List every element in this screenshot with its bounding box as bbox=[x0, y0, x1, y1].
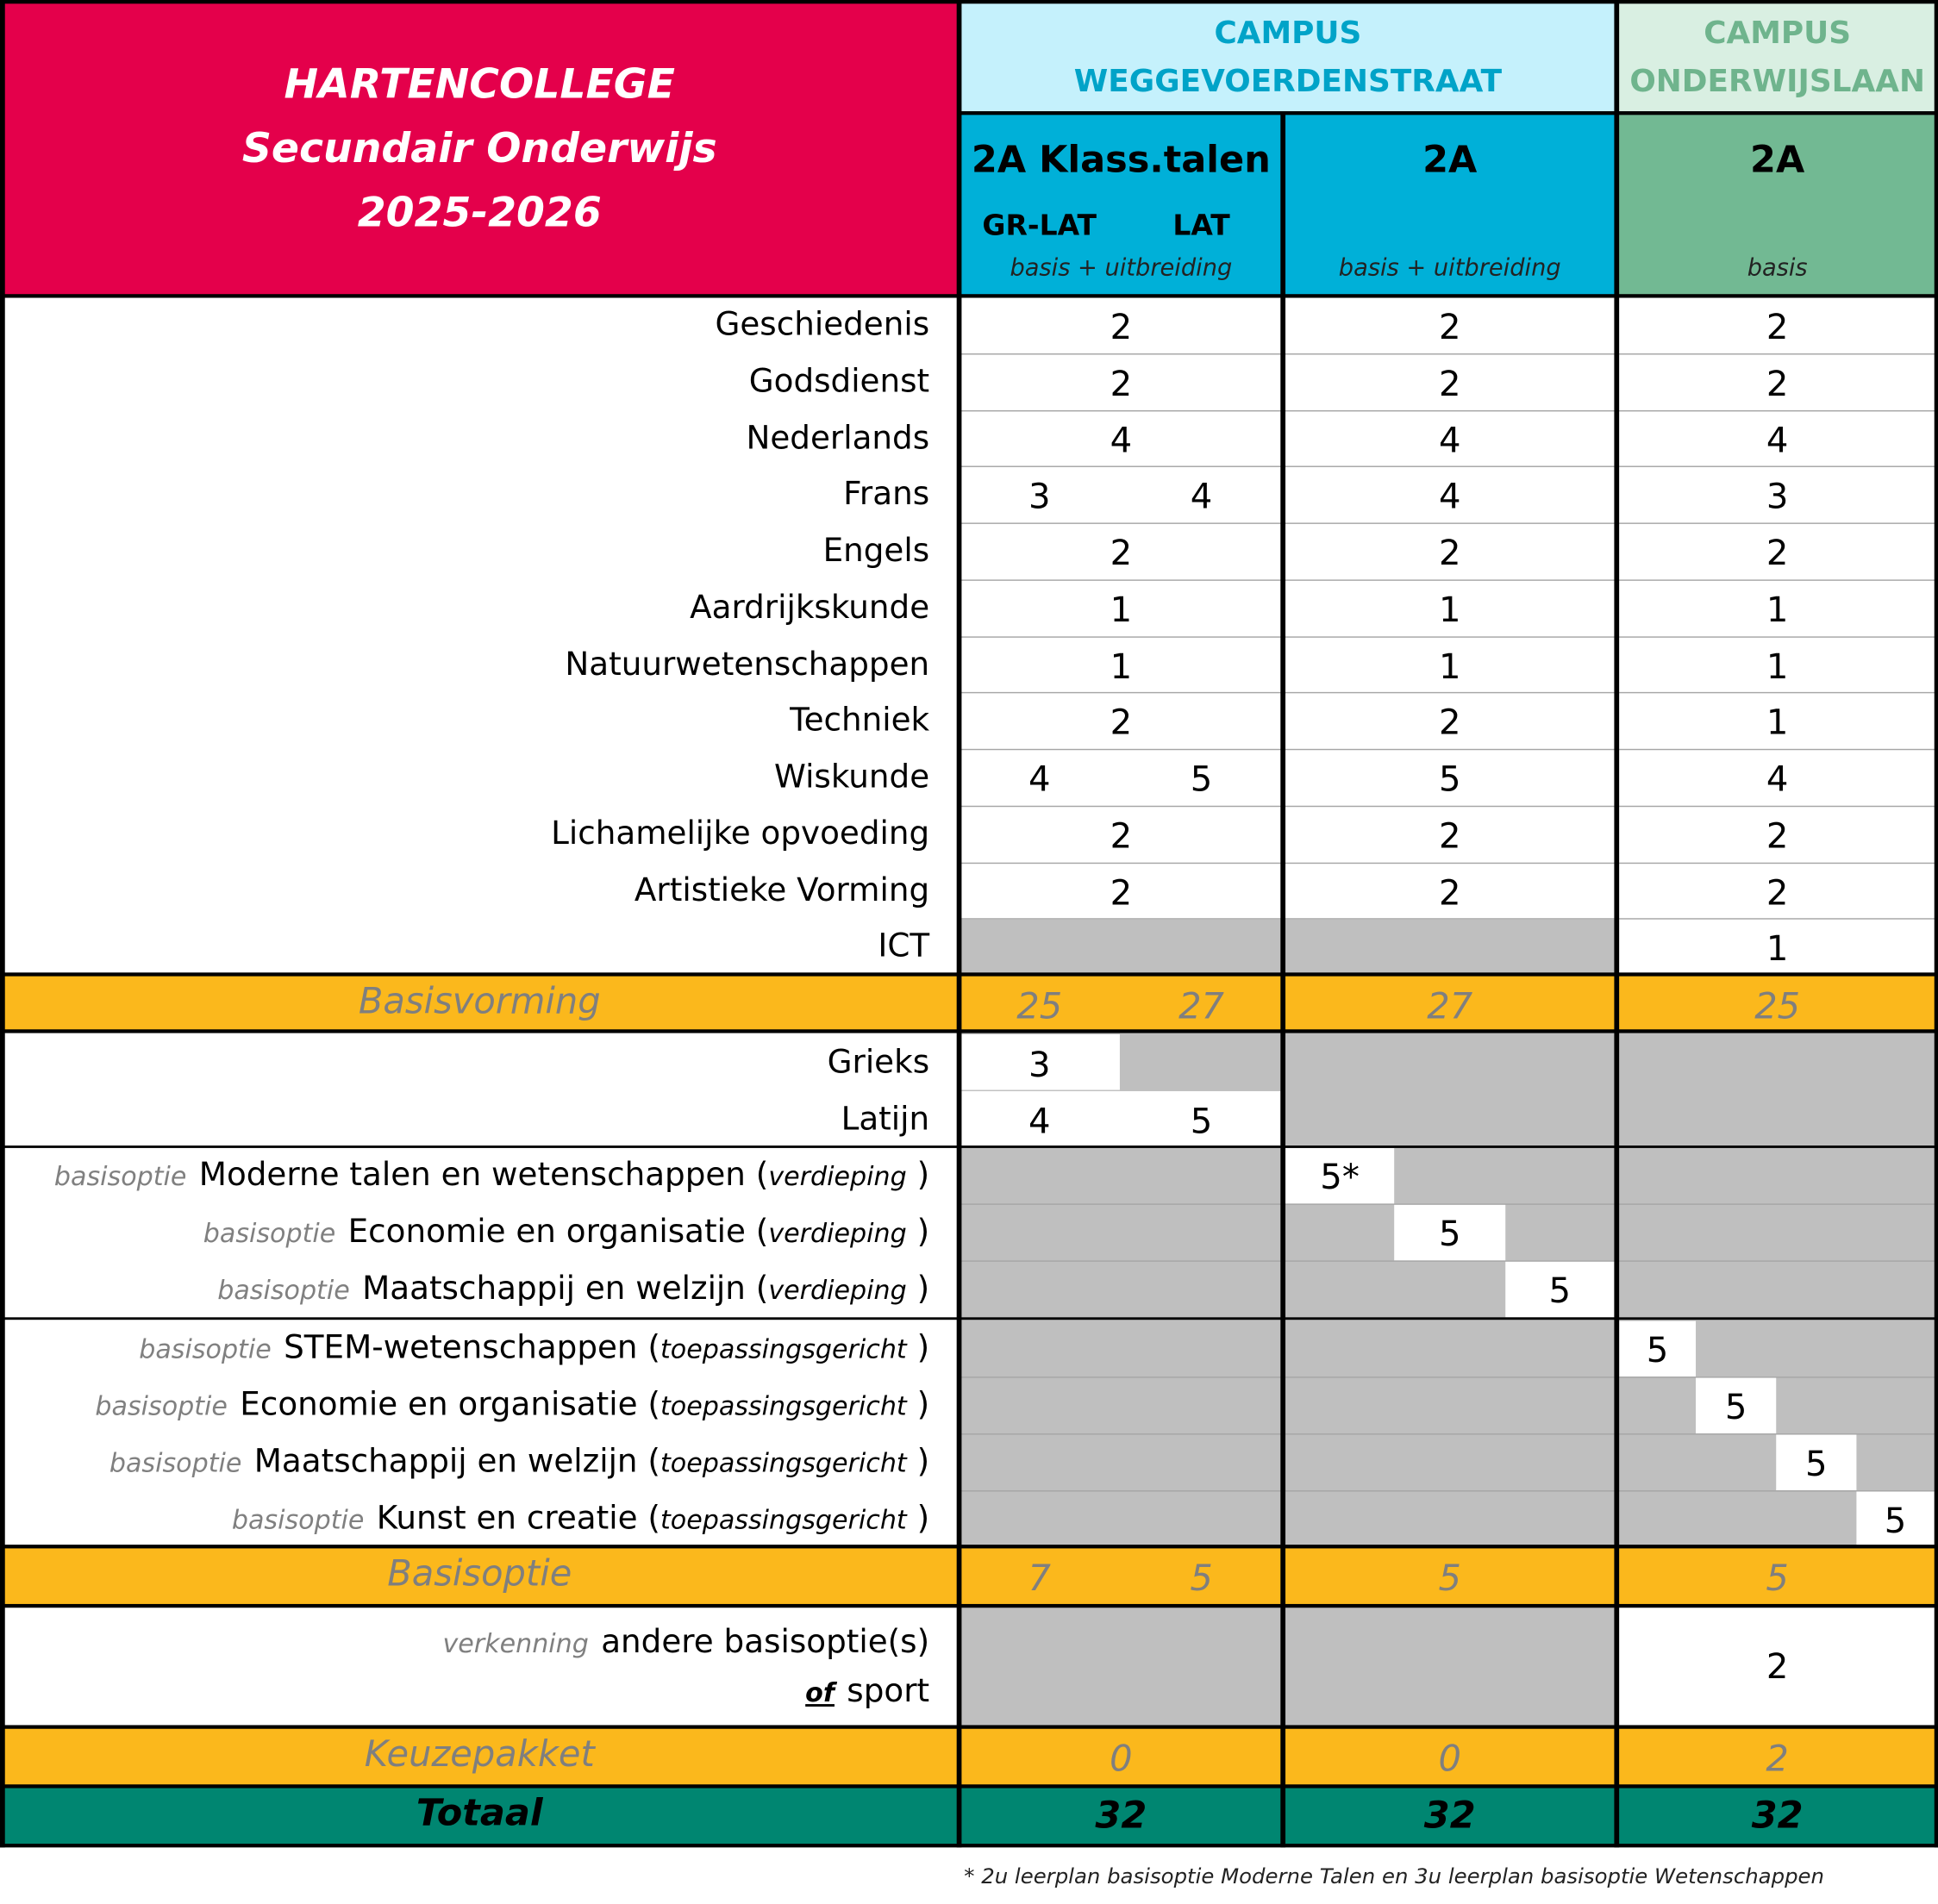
hours-value: 5 bbox=[1190, 1101, 1213, 1142]
basisvorming-value: 25 bbox=[1754, 984, 1801, 1027]
hours-value: 4 bbox=[1766, 419, 1789, 461]
basisoptie-suffix: verdieping bbox=[768, 1161, 907, 1192]
row-divider bbox=[960, 522, 1938, 523]
basisoptie-prefix: basisoptie bbox=[53, 1161, 187, 1192]
totaal-row bbox=[0, 1787, 1938, 1846]
hours-value: 3 bbox=[1766, 476, 1789, 517]
hours-value: 4 bbox=[1766, 758, 1789, 800]
hours-value: 2 bbox=[1766, 363, 1789, 404]
basisoptie-label: basisoptie Kunst en creatie (toepassingsgericht ) bbox=[231, 1500, 930, 1538]
totaal-value: 32 bbox=[1095, 1794, 1147, 1838]
verkenning-line1 bbox=[0, 1624, 929, 1661]
basisoptie-prefix: basisoptie bbox=[139, 1334, 272, 1364]
basisvorming-value: 25 bbox=[1016, 984, 1063, 1027]
subcolumn-gr-lat: GR-LAT bbox=[982, 209, 1097, 243]
basisoptie-suffix: verdieping bbox=[768, 1218, 907, 1249]
row-divider bbox=[960, 1376, 1938, 1377]
basisoptie-name: Maatschappij en welzijn bbox=[253, 1443, 638, 1481]
subject-name: ICT bbox=[878, 928, 930, 966]
basisoptie-label: basisoptie Maatschappij en welzijn (verdieping ) bbox=[217, 1270, 930, 1308]
hours-value: 5 bbox=[1646, 1329, 1669, 1370]
hours-value: 2 bbox=[1438, 532, 1461, 574]
campus1-line2: WEGGEVOERDENSTRAAT bbox=[1073, 63, 1503, 99]
column-note: basis bbox=[1747, 254, 1808, 282]
hours-value: 2 bbox=[1766, 815, 1789, 857]
column-note: basis + uitbreiding bbox=[1338, 254, 1561, 282]
hours-value: 4 bbox=[1190, 476, 1213, 517]
hours-value: 1 bbox=[1766, 646, 1789, 687]
column-note: basis + uitbreiding bbox=[1010, 254, 1233, 282]
row-divider bbox=[960, 409, 1938, 410]
hours-value: 2 bbox=[1110, 702, 1133, 744]
column-header-klass-talen bbox=[960, 114, 1284, 297]
basisoptie-prefix: basisoptie bbox=[109, 1448, 242, 1478]
hours-value: 1 bbox=[1438, 646, 1461, 687]
campus1-line1: CAMPUS bbox=[1214, 15, 1362, 51]
subcolumn-lat: LAT bbox=[1172, 209, 1230, 243]
column-header-2a-onderwijslaan bbox=[1616, 114, 1938, 297]
hours-value: 2 bbox=[1110, 306, 1133, 347]
basisoptie-prefix: basisoptie bbox=[231, 1505, 365, 1535]
basisvorming-value: 27 bbox=[1178, 984, 1225, 1027]
basisoptie-suffix: toepassingsgericht bbox=[660, 1505, 907, 1535]
footnote: * 2u leerplan basisoptie Moderne Talen en 3u leerplan basisoptie Wetenschappen bbox=[964, 1864, 1824, 1890]
row-divider bbox=[960, 1260, 1938, 1261]
hours-value: 2 bbox=[1438, 871, 1461, 913]
hours-value: 2 bbox=[1438, 363, 1461, 404]
subject-name: Artistieke Vorming bbox=[634, 871, 930, 909]
basisoptie-prefix: basisoptie bbox=[217, 1275, 350, 1305]
verkenning-value: 2 bbox=[1766, 1645, 1789, 1688]
empty-cell bbox=[1283, 920, 1616, 975]
basisoptie-name: STEM-wetenschappen bbox=[284, 1329, 638, 1367]
hours-value: 4 bbox=[1110, 419, 1133, 461]
hours-value: 5 bbox=[1438, 1213, 1461, 1255]
row-divider bbox=[960, 353, 1938, 354]
basisoptie-name: Moderne talen en wetenschappen bbox=[198, 1156, 746, 1194]
hours-value: 3 bbox=[1028, 1044, 1051, 1085]
row-divider bbox=[960, 692, 1938, 693]
subject-name: Grieks bbox=[827, 1044, 930, 1082]
column-title: 2A Klass.talen bbox=[971, 138, 1271, 182]
hours-value: 5 bbox=[1805, 1443, 1828, 1484]
basisoptie-suffix: verdieping bbox=[768, 1275, 907, 1305]
keuzepakket-row bbox=[0, 1727, 1938, 1787]
hours-value: 2 bbox=[1438, 306, 1461, 347]
subject-name: Geschiedenis bbox=[715, 306, 930, 344]
basisoptie-value: 7 bbox=[1028, 1557, 1051, 1600]
hours-value: 4 bbox=[1438, 419, 1461, 461]
subject-name: Latijn bbox=[841, 1101, 930, 1139]
column-header-2a-weggevoerdenstraat bbox=[1283, 114, 1616, 297]
subject-name: Natuurwetenschappen bbox=[565, 646, 930, 684]
verkenning-of: of bbox=[805, 1677, 835, 1708]
totaal-value: 32 bbox=[1751, 1794, 1804, 1838]
subject-name: Frans bbox=[843, 476, 930, 514]
keuzepakket-value: 2 bbox=[1766, 1737, 1789, 1780]
verkenning-line2 bbox=[0, 1673, 929, 1710]
verkenning-sport: sport bbox=[847, 1673, 930, 1711]
row-divider bbox=[960, 636, 1938, 637]
basisoptie-value: 5 bbox=[1190, 1557, 1213, 1600]
hours-value: 2 bbox=[1766, 306, 1789, 347]
keuzepakket-value: 0 bbox=[1438, 1737, 1461, 1780]
hours-value: 4 bbox=[1028, 1101, 1051, 1142]
basisoptie-prefix: basisoptie bbox=[203, 1218, 336, 1249]
row-divider bbox=[960, 805, 1938, 806]
basisoptie-prefix: basisoptie bbox=[95, 1391, 228, 1421]
row-divider bbox=[960, 1490, 1938, 1491]
hours-value: 2 bbox=[1766, 871, 1789, 913]
school-year: 2025-2026 bbox=[357, 187, 602, 236]
hours-value: 5 bbox=[1438, 758, 1461, 800]
totaal-value: 32 bbox=[1423, 1794, 1476, 1838]
hours-value: 2 bbox=[1110, 363, 1133, 404]
basisoptie-name: Maatschappij en welzijn bbox=[362, 1270, 746, 1308]
basisoptie-label: basisoptie STEM-wetenschappen (toepassingsgericht ) bbox=[139, 1329, 930, 1367]
column-title: 2A bbox=[1750, 138, 1805, 182]
row-divider bbox=[960, 749, 1938, 750]
subject-name: Aardrijkskunde bbox=[690, 589, 930, 627]
subject-name: Wiskunde bbox=[774, 758, 930, 796]
verkenning-text: andere basisoptie(s) bbox=[601, 1623, 930, 1661]
subject-name: Godsdienst bbox=[748, 363, 930, 401]
subject-name: Lichamelijke opvoeding bbox=[551, 815, 930, 852]
school-name: HARTENCOLLEGE bbox=[284, 59, 675, 108]
hours-value: 1 bbox=[1110, 646, 1133, 687]
hours-value: 2 bbox=[1110, 815, 1133, 857]
verkenning-gray-area bbox=[960, 1607, 1617, 1728]
basisoptie-label: basisoptie Economie en organisatie (toepassingsgericht ) bbox=[95, 1386, 930, 1424]
hours-value: 4 bbox=[1438, 476, 1461, 517]
row-divider bbox=[960, 579, 1938, 580]
campus-weggevoerdenstraat bbox=[960, 0, 1617, 114]
subject-name: Nederlands bbox=[746, 419, 930, 457]
verkenning-prefix: verkenning bbox=[442, 1628, 589, 1659]
basisoptie-suffix: toepassingsgericht bbox=[660, 1334, 907, 1364]
hours-value: 1 bbox=[1110, 589, 1133, 630]
hours-value: 1 bbox=[1766, 928, 1789, 970]
basisoptie-label: Basisoptie bbox=[387, 1551, 572, 1595]
basisoptie-suffix: toepassingsgericht bbox=[660, 1448, 907, 1478]
basisoptie-label: basisoptie Moderne talen en wetenschappen (verdieping ) bbox=[53, 1156, 930, 1194]
campus2-line1: CAMPUS bbox=[1704, 15, 1852, 51]
hours-value: 5 bbox=[1548, 1270, 1572, 1312]
keuzepakket-label: Keuzepakket bbox=[364, 1732, 595, 1775]
hours-value: 2 bbox=[1438, 815, 1461, 857]
hours-value: 5 bbox=[1190, 758, 1213, 800]
basisoptie-value: 5 bbox=[1438, 1557, 1461, 1600]
basisoptie-suffix: toepassingsgericht bbox=[660, 1391, 907, 1421]
subject-name: Engels bbox=[822, 532, 930, 570]
hours-value: 5* bbox=[1320, 1156, 1360, 1198]
basisoptie-name: Kunst en creatie bbox=[376, 1500, 638, 1538]
hours-value: 1 bbox=[1438, 589, 1461, 630]
basisvorming-label: Basisvorming bbox=[358, 979, 601, 1022]
hours-value: 4 bbox=[1028, 758, 1051, 800]
hours-value: 3 bbox=[1028, 476, 1051, 517]
school-header bbox=[0, 0, 960, 297]
hours-value: 2 bbox=[1438, 702, 1461, 744]
hours-value: 1 bbox=[1766, 589, 1789, 630]
totaal-label: Totaal bbox=[416, 1791, 543, 1836]
basisvorming-value: 27 bbox=[1427, 984, 1473, 1027]
row-divider bbox=[960, 862, 1938, 863]
hours-value: 5 bbox=[1724, 1386, 1747, 1427]
campus-onderwijslaan bbox=[1616, 0, 1938, 114]
hours-value: 2 bbox=[1110, 871, 1133, 913]
basisoptie-label: basisoptie Economie en organisatie (verdieping ) bbox=[203, 1213, 930, 1251]
basisoptie-name: Economie en organisatie bbox=[347, 1213, 746, 1251]
hours-value: 1 bbox=[1766, 702, 1789, 744]
hours-value: 2 bbox=[1766, 532, 1789, 574]
basisoptie-row bbox=[0, 1547, 1938, 1607]
row-divider bbox=[960, 466, 1938, 467]
basisvorming-row bbox=[0, 975, 1938, 1032]
basisoptie-value: 5 bbox=[1766, 1557, 1789, 1600]
hours-value: 2 bbox=[1110, 532, 1133, 574]
column-title: 2A bbox=[1422, 138, 1478, 182]
school-subtitle: Secundair Onderwijs bbox=[241, 123, 717, 172]
hours-value: 5 bbox=[1884, 1500, 1907, 1541]
basisoptie-name: Economie en organisatie bbox=[240, 1386, 638, 1424]
campus2-line2: ONDERWIJSLAAN bbox=[1629, 63, 1925, 99]
basisoptie-label: basisoptie Maatschappij en welzijn (toepassingsgericht ) bbox=[109, 1443, 930, 1481]
empty-cell bbox=[960, 920, 1284, 975]
subject-name: Techniek bbox=[790, 702, 930, 740]
keuzepakket-value: 0 bbox=[1110, 1737, 1133, 1780]
